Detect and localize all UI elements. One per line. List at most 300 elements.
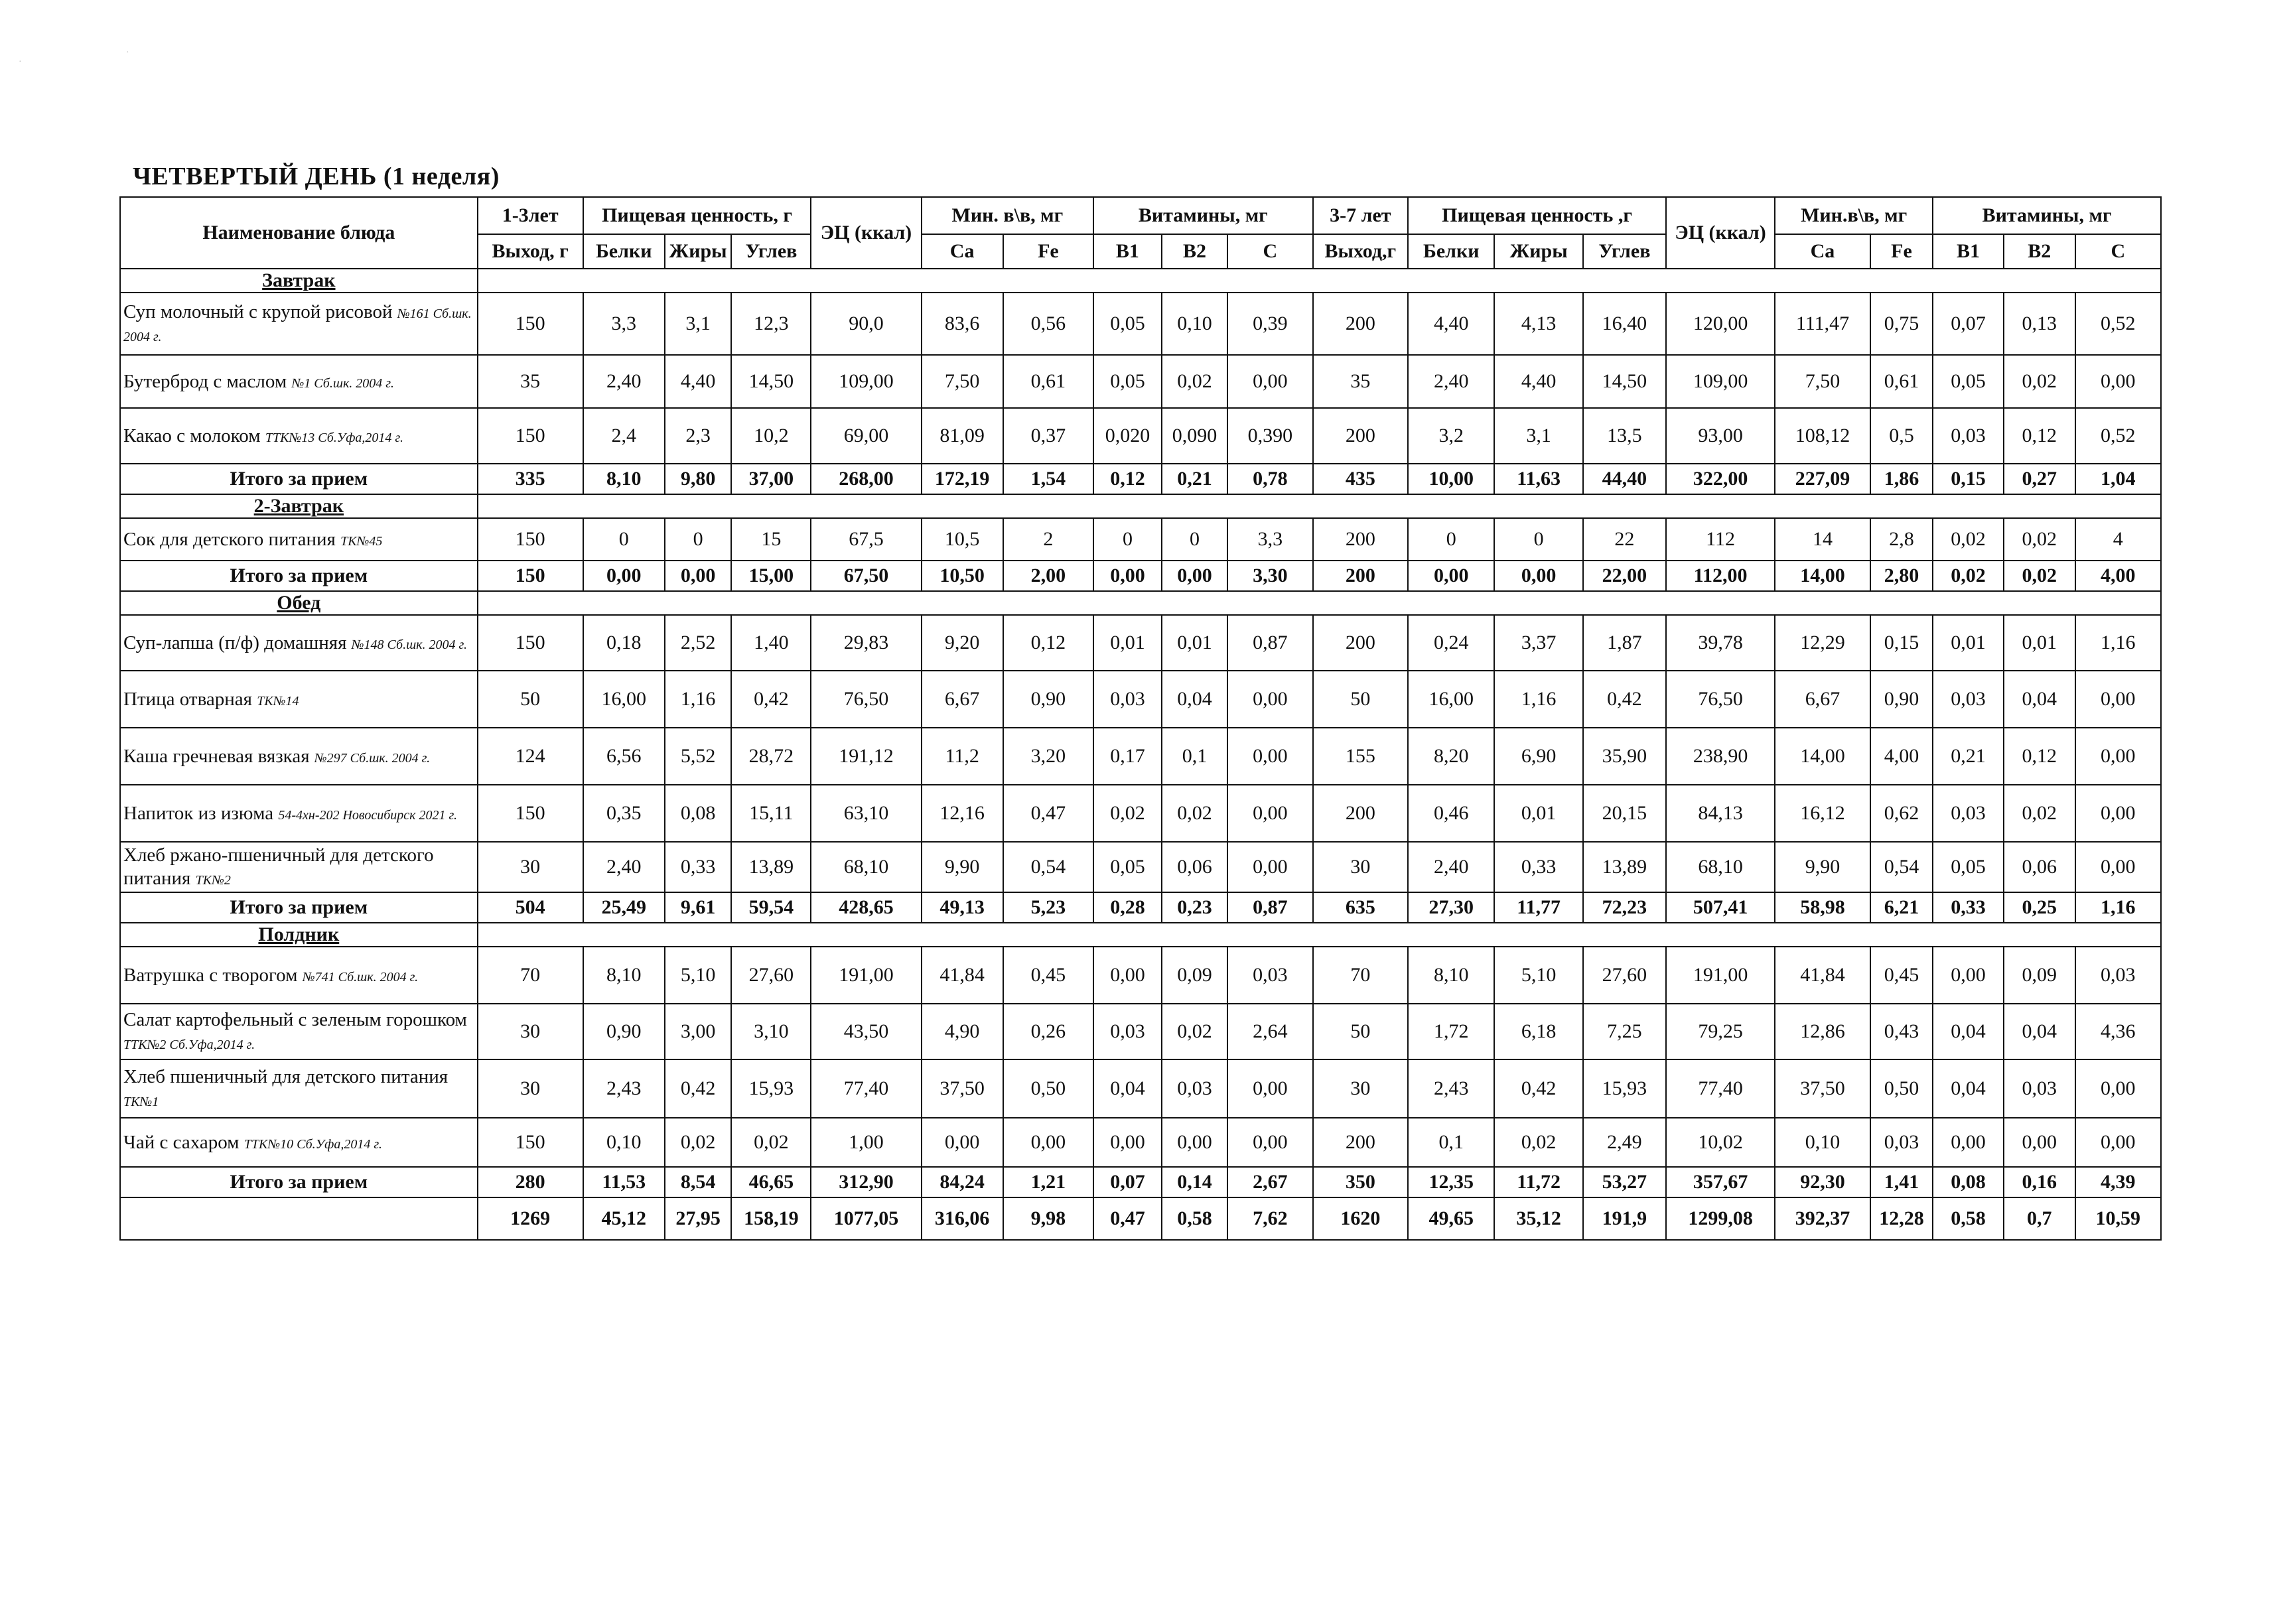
value-cell: 70 bbox=[1313, 947, 1409, 1004]
value-cell: 0,07 bbox=[1933, 293, 2004, 355]
dish-name: Чай с сахаром bbox=[123, 1131, 240, 1153]
total-value-cell: 2,67 bbox=[1227, 1167, 1312, 1197]
dish-name: Бутерброд с маслом bbox=[123, 370, 287, 392]
value-cell: 9,90 bbox=[1775, 842, 1870, 892]
dish-name: Салат картофельный с зеленым горошком bbox=[123, 1009, 467, 1031]
header-c-2: C bbox=[2075, 234, 2161, 269]
grand-total-value-cell: 392,37 bbox=[1775, 1197, 1870, 1240]
dish-name: Какао с молоком bbox=[123, 425, 261, 446]
value-cell: 15 bbox=[731, 518, 811, 561]
total-row bbox=[120, 561, 2161, 591]
value-cell: 0,03 bbox=[2075, 947, 2161, 1004]
header-minerals-1: Мин. в\в, мг bbox=[922, 197, 1094, 234]
value-cell: 3,3 bbox=[583, 293, 665, 355]
grand-total-value-cell: 1077,05 bbox=[811, 1197, 921, 1240]
dish-spacer bbox=[240, 1132, 244, 1153]
section-spacer bbox=[478, 269, 2161, 293]
value-cell: 1,16 bbox=[2075, 615, 2161, 671]
grand-total-value-cell: 12,28 bbox=[1870, 1197, 1933, 1240]
header-b2-2: B2 bbox=[2004, 234, 2075, 269]
value-cell: 0,08 bbox=[665, 785, 732, 842]
value-cell: 30 bbox=[1313, 842, 1409, 892]
value-cell: 150 bbox=[478, 785, 583, 842]
dish-name-cell bbox=[120, 293, 478, 355]
grand-total-value-cell: 45,12 bbox=[583, 1197, 665, 1240]
value-cell: 13,5 bbox=[1583, 408, 1666, 464]
value-cell: 0,01 bbox=[1162, 615, 1228, 671]
value-cell: 2,52 bbox=[665, 615, 732, 671]
value-cell: 0,03 bbox=[1933, 408, 2004, 464]
value-cell: 1,87 bbox=[1583, 615, 1666, 671]
total-value-cell: 1,21 bbox=[1003, 1167, 1093, 1197]
value-cell: 68,10 bbox=[811, 842, 921, 892]
value-cell: 150 bbox=[478, 408, 583, 464]
total-value-cell: 504 bbox=[478, 892, 583, 923]
grand-total-value-cell: 0,58 bbox=[1162, 1197, 1228, 1240]
header-ca-1: Ca bbox=[922, 234, 1003, 269]
header-ca-2: Ca bbox=[1775, 234, 1870, 269]
grand-total-value-cell: 191,9 bbox=[1583, 1197, 1666, 1240]
dish-name: Сок для детского питания bbox=[123, 528, 336, 550]
dish-name: Напиток из изюма bbox=[123, 802, 274, 824]
value-cell: 8,10 bbox=[583, 947, 665, 1004]
value-cell: 6,18 bbox=[1494, 1004, 1582, 1059]
dish-recipe-ref: №148 Сб.шк. 2004 г. bbox=[351, 637, 468, 652]
value-cell: 0,00 bbox=[1227, 355, 1312, 408]
total-value-cell: 0,12 bbox=[1093, 464, 1162, 494]
header-nutrition-2: Пищевая ценность ,г bbox=[1408, 197, 1666, 234]
value-cell: 0,02 bbox=[1093, 785, 1162, 842]
dish-name-cell bbox=[120, 947, 478, 1004]
value-cell: 1,16 bbox=[665, 671, 732, 728]
value-cell: 0,10 bbox=[1162, 293, 1228, 355]
value-cell: 0,02 bbox=[1933, 518, 2004, 561]
value-cell: 0,05 bbox=[1933, 842, 2004, 892]
value-cell: 0,50 bbox=[1003, 1059, 1093, 1118]
header-fe-2: Fe bbox=[1870, 234, 1933, 269]
value-cell: 0,42 bbox=[731, 671, 811, 728]
value-cell: 0,61 bbox=[1003, 355, 1093, 408]
header-fat-2: Жиры bbox=[1494, 234, 1582, 269]
total-value-cell: 25,49 bbox=[583, 892, 665, 923]
grand-total-label bbox=[120, 1197, 478, 1240]
value-cell: 0,03 bbox=[1093, 671, 1162, 728]
section-label: Завтрак bbox=[120, 269, 478, 293]
total-value-cell: 84,24 bbox=[922, 1167, 1003, 1197]
dish-name-cell bbox=[120, 408, 478, 464]
value-cell: 200 bbox=[1313, 293, 1409, 355]
grand-total-value-cell: 35,12 bbox=[1494, 1197, 1582, 1240]
value-cell: 7,50 bbox=[922, 355, 1003, 408]
header-age-1-3: 1-3лет bbox=[478, 197, 583, 234]
value-cell: 0,00 bbox=[2075, 842, 2161, 892]
dish-name-cell bbox=[120, 728, 478, 785]
value-cell: 81,09 bbox=[922, 408, 1003, 464]
value-cell: 4,00 bbox=[1870, 728, 1933, 785]
value-cell: 0,5 bbox=[1870, 408, 1933, 464]
total-value-cell: 8,54 bbox=[665, 1167, 732, 1197]
value-cell: 0,00 bbox=[2075, 728, 2161, 785]
value-cell: 13,89 bbox=[1583, 842, 1666, 892]
value-cell: 90,0 bbox=[811, 293, 921, 355]
total-label: Итого за прием bbox=[120, 1167, 478, 1197]
value-cell: 35,90 bbox=[1583, 728, 1666, 785]
value-cell: 2,8 bbox=[1870, 518, 1933, 561]
dish-name-cell bbox=[120, 518, 478, 561]
header-fe-1: Fe bbox=[1003, 234, 1093, 269]
value-cell: 13,89 bbox=[731, 842, 811, 892]
value-cell: 0,47 bbox=[1003, 785, 1093, 842]
value-cell: 0,45 bbox=[1870, 947, 1933, 1004]
value-cell: 2,4 bbox=[583, 408, 665, 464]
total-value-cell: 6,21 bbox=[1870, 892, 1933, 923]
total-value-cell: 44,40 bbox=[1583, 464, 1666, 494]
total-label: Итого за прием bbox=[120, 561, 478, 591]
scan-speck: · bbox=[126, 48, 129, 58]
value-cell: 0,03 bbox=[1933, 785, 2004, 842]
value-cell: 0,04 bbox=[2004, 1004, 2075, 1059]
value-cell: 16,00 bbox=[1408, 671, 1494, 728]
dish-row bbox=[120, 293, 2161, 355]
value-cell: 0,56 bbox=[1003, 293, 1093, 355]
header-protein-2: Белки bbox=[1408, 234, 1494, 269]
value-cell: 0,03 bbox=[1870, 1118, 1933, 1167]
value-cell: 0,13 bbox=[2004, 293, 2075, 355]
value-cell: 63,10 bbox=[811, 785, 921, 842]
value-cell: 1,72 bbox=[1408, 1004, 1494, 1059]
total-value-cell: 227,09 bbox=[1775, 464, 1870, 494]
value-cell: 12,86 bbox=[1775, 1004, 1870, 1059]
value-cell: 7,25 bbox=[1583, 1004, 1666, 1059]
dish-row bbox=[120, 671, 2161, 728]
total-row bbox=[120, 892, 2161, 923]
section-row bbox=[120, 591, 2161, 615]
total-value-cell: 0,33 bbox=[1933, 892, 2004, 923]
value-cell: 0,390 bbox=[1227, 408, 1312, 464]
dish-recipe-ref: ТК№1 bbox=[123, 1095, 159, 1109]
value-cell: 0,02 bbox=[2004, 355, 2075, 408]
dish-name-cell bbox=[120, 842, 478, 892]
value-cell: 15,93 bbox=[731, 1059, 811, 1118]
value-cell: 70 bbox=[478, 947, 583, 1004]
value-cell: 0,52 bbox=[2075, 408, 2161, 464]
total-value-cell: 0,28 bbox=[1093, 892, 1162, 923]
total-value-cell: 0,02 bbox=[1933, 561, 2004, 591]
total-value-cell: 10,50 bbox=[922, 561, 1003, 591]
value-cell: 0,02 bbox=[1162, 355, 1228, 408]
value-cell: 0,00 bbox=[1093, 1118, 1162, 1167]
value-cell: 0,12 bbox=[2004, 408, 2075, 464]
value-cell: 3,3 bbox=[1227, 518, 1312, 561]
dish-spacer bbox=[297, 965, 302, 986]
value-cell: 50 bbox=[478, 671, 583, 728]
value-cell: 3,00 bbox=[665, 1004, 732, 1059]
value-cell: 0,00 bbox=[922, 1118, 1003, 1167]
dish-row bbox=[120, 1118, 2161, 1167]
header-carbs-1: Углев bbox=[731, 234, 811, 269]
value-cell: 0,02 bbox=[731, 1118, 811, 1167]
total-value-cell: 0,21 bbox=[1162, 464, 1228, 494]
value-cell: 30 bbox=[1313, 1059, 1409, 1118]
value-cell: 150 bbox=[478, 615, 583, 671]
grand-total-value-cell: 49,65 bbox=[1408, 1197, 1494, 1240]
section-spacer bbox=[478, 591, 2161, 615]
value-cell: 14,50 bbox=[1583, 355, 1666, 408]
value-cell: 77,40 bbox=[1666, 1059, 1775, 1118]
value-cell: 108,12 bbox=[1775, 408, 1870, 464]
value-cell: 2,3 bbox=[665, 408, 732, 464]
value-cell: 41,84 bbox=[1775, 947, 1870, 1004]
dish-name: Хлеб ржано-пшеничный для детского питания bbox=[123, 845, 434, 889]
value-cell: 0,39 bbox=[1227, 293, 1312, 355]
value-cell: 22 bbox=[1583, 518, 1666, 561]
value-cell: 84,13 bbox=[1666, 785, 1775, 842]
total-value-cell: 200 bbox=[1313, 561, 1409, 591]
value-cell: 0,00 bbox=[2075, 1118, 2161, 1167]
total-value-cell: 67,50 bbox=[811, 561, 921, 591]
value-cell: 112 bbox=[1666, 518, 1775, 561]
dish-name-cell bbox=[120, 1004, 478, 1059]
value-cell: 1,16 bbox=[1494, 671, 1582, 728]
header-c-1: C bbox=[1227, 234, 1312, 269]
value-cell: 68,10 bbox=[1666, 842, 1775, 892]
total-value-cell: 4,39 bbox=[2075, 1167, 2161, 1197]
value-cell: 200 bbox=[1313, 1118, 1409, 1167]
value-cell: 0,06 bbox=[2004, 842, 2075, 892]
grand-total-row bbox=[120, 1197, 2161, 1240]
value-cell: 0,01 bbox=[1093, 615, 1162, 671]
value-cell: 0,00 bbox=[2075, 671, 2161, 728]
grand-total-value-cell: 0,58 bbox=[1933, 1197, 2004, 1240]
dish-row bbox=[120, 1004, 2161, 1059]
section-label: Полдник bbox=[120, 923, 478, 947]
dish-spacer bbox=[392, 301, 397, 322]
dish-spacer bbox=[310, 746, 314, 767]
total-value-cell: 11,77 bbox=[1494, 892, 1582, 923]
value-cell: 155 bbox=[1313, 728, 1409, 785]
value-cell: 0,06 bbox=[1162, 842, 1228, 892]
value-cell: 3,2 bbox=[1408, 408, 1494, 464]
value-cell: 10,02 bbox=[1666, 1118, 1775, 1167]
total-value-cell: 335 bbox=[478, 464, 583, 494]
total-value-cell: 268,00 bbox=[811, 464, 921, 494]
dish-recipe-ref: №1 Сб.шк. 2004 г. bbox=[291, 375, 394, 391]
value-cell: 35 bbox=[1313, 355, 1409, 408]
total-value-cell: 1,54 bbox=[1003, 464, 1093, 494]
dish-recipe-ref: 54-4хн-202 Новосибирск 2021 г. bbox=[278, 807, 458, 823]
dish-recipe-ref: ТТК№10 Сб.Уфа,2014 г. bbox=[243, 1136, 382, 1152]
value-cell: 191,00 bbox=[1666, 947, 1775, 1004]
value-cell: 93,00 bbox=[1666, 408, 1775, 464]
value-cell: 3,1 bbox=[665, 293, 732, 355]
value-cell: 0,33 bbox=[665, 842, 732, 892]
value-cell: 4,40 bbox=[1408, 293, 1494, 355]
dish-name: Суп-лапша (п/ф) домашняя bbox=[123, 632, 347, 653]
section-row bbox=[120, 494, 2161, 518]
value-cell: 20,15 bbox=[1583, 785, 1666, 842]
value-cell: 12,3 bbox=[731, 293, 811, 355]
grand-total-value-cell: 7,62 bbox=[1227, 1197, 1312, 1240]
value-cell: 14 bbox=[1775, 518, 1870, 561]
value-cell: 0,09 bbox=[2004, 947, 2075, 1004]
section-spacer bbox=[478, 494, 2161, 518]
header-carbs-2: Углев bbox=[1583, 234, 1666, 269]
dish-name: Каша гречневая вязкая bbox=[123, 745, 310, 767]
total-value-cell: 357,67 bbox=[1666, 1167, 1775, 1197]
value-cell: 2,64 bbox=[1227, 1004, 1312, 1059]
total-value-cell: 0,07 bbox=[1093, 1167, 1162, 1197]
value-cell: 4,40 bbox=[1494, 355, 1582, 408]
total-value-cell: 0,87 bbox=[1227, 892, 1312, 923]
value-cell: 0,75 bbox=[1870, 293, 1933, 355]
value-cell: 29,83 bbox=[811, 615, 921, 671]
value-cell: 0,18 bbox=[583, 615, 665, 671]
dish-spacer bbox=[346, 632, 351, 653]
grand-total-value-cell: 27,95 bbox=[665, 1197, 732, 1240]
value-cell: 109,00 bbox=[1666, 355, 1775, 408]
total-value-cell: 435 bbox=[1313, 464, 1409, 494]
grand-total-value-cell: 10,59 bbox=[2075, 1197, 2161, 1240]
value-cell: 0 bbox=[665, 518, 732, 561]
value-cell: 37,50 bbox=[1775, 1059, 1870, 1118]
value-cell: 4,90 bbox=[922, 1004, 1003, 1059]
total-value-cell: 11,63 bbox=[1494, 464, 1582, 494]
value-cell: 0,12 bbox=[2004, 728, 2075, 785]
total-value-cell: 53,27 bbox=[1583, 1167, 1666, 1197]
value-cell: 28,72 bbox=[731, 728, 811, 785]
section-row bbox=[120, 923, 2161, 947]
total-value-cell: 15,00 bbox=[731, 561, 811, 591]
value-cell: 0,03 bbox=[1162, 1059, 1228, 1118]
dish-recipe-ref: ТТК№2 Сб.Уфа,2014 г. bbox=[123, 1038, 255, 1052]
grand-total-value-cell: 1269 bbox=[478, 1197, 583, 1240]
value-cell: 0,1 bbox=[1408, 1118, 1494, 1167]
dish-row bbox=[120, 408, 2161, 464]
value-cell: 0,61 bbox=[1870, 355, 1933, 408]
total-value-cell: 46,65 bbox=[731, 1167, 811, 1197]
value-cell: 0,15 bbox=[1870, 615, 1933, 671]
total-value-cell: 27,30 bbox=[1408, 892, 1494, 923]
total-value-cell: 0,08 bbox=[1933, 1167, 2004, 1197]
value-cell: 0,00 bbox=[1227, 671, 1312, 728]
value-cell: 0,05 bbox=[1093, 842, 1162, 892]
total-value-cell: 9,80 bbox=[665, 464, 732, 494]
value-cell: 200 bbox=[1313, 785, 1409, 842]
total-value-cell: 0,00 bbox=[1093, 561, 1162, 591]
value-cell: 0,020 bbox=[1093, 408, 1162, 464]
value-cell: 0,00 bbox=[1933, 947, 2004, 1004]
value-cell: 37,50 bbox=[922, 1059, 1003, 1118]
header-b1-1: B1 bbox=[1093, 234, 1162, 269]
total-value-cell: 1,86 bbox=[1870, 464, 1933, 494]
value-cell: 0,02 bbox=[1494, 1118, 1582, 1167]
dish-name: Птица отварная bbox=[123, 688, 252, 710]
header-energy-2: ЭЦ (ккал) bbox=[1666, 197, 1775, 269]
grand-total-value-cell: 316,06 bbox=[922, 1197, 1003, 1240]
dish-name-cell bbox=[120, 1059, 478, 1118]
value-cell: 0,43 bbox=[1870, 1004, 1933, 1059]
value-cell: 79,25 bbox=[1666, 1004, 1775, 1059]
value-cell: 3,20 bbox=[1003, 728, 1093, 785]
grand-total-value-cell: 0,7 bbox=[2004, 1197, 2075, 1240]
value-cell: 200 bbox=[1313, 408, 1409, 464]
value-cell: 0,00 bbox=[1227, 842, 1312, 892]
value-cell: 0,37 bbox=[1003, 408, 1093, 464]
grand-total-value-cell: 1299,08 bbox=[1666, 1197, 1775, 1240]
value-cell: 0,42 bbox=[1583, 671, 1666, 728]
dish-spacer bbox=[190, 868, 195, 889]
value-cell: 0,90 bbox=[1870, 671, 1933, 728]
value-cell: 15,11 bbox=[731, 785, 811, 842]
total-value-cell: 49,13 bbox=[922, 892, 1003, 923]
value-cell: 0,87 bbox=[1227, 615, 1312, 671]
value-cell: 0,17 bbox=[1093, 728, 1162, 785]
total-value-cell: 1,04 bbox=[2075, 464, 2161, 494]
value-cell: 30 bbox=[478, 1059, 583, 1118]
value-cell: 5,10 bbox=[1494, 947, 1582, 1004]
header-minerals-2: Мин.в\в, мг bbox=[1775, 197, 1933, 234]
value-cell: 0,00 bbox=[1227, 785, 1312, 842]
total-value-cell: 0,15 bbox=[1933, 464, 2004, 494]
total-value-cell: 0,00 bbox=[583, 561, 665, 591]
dish-row bbox=[120, 728, 2161, 785]
value-cell: 0,03 bbox=[1227, 947, 1312, 1004]
total-value-cell: 428,65 bbox=[811, 892, 921, 923]
total-value-cell: 112,00 bbox=[1666, 561, 1775, 591]
total-value-cell: 172,19 bbox=[922, 464, 1003, 494]
dish-row bbox=[120, 785, 2161, 842]
value-cell: 5,52 bbox=[665, 728, 732, 785]
value-cell: 0,00 bbox=[1003, 1118, 1093, 1167]
dish-recipe-ref: ТК№45 bbox=[340, 533, 383, 549]
value-cell: 120,00 bbox=[1666, 293, 1775, 355]
value-cell: 0,33 bbox=[1494, 842, 1582, 892]
value-cell: 12,29 bbox=[1775, 615, 1870, 671]
value-cell: 2,40 bbox=[1408, 355, 1494, 408]
total-value-cell: 0,00 bbox=[1408, 561, 1494, 591]
dish-name-cell bbox=[120, 355, 478, 408]
dish-recipe-ref: ТК№2 bbox=[195, 873, 231, 888]
total-label: Итого за прием bbox=[120, 892, 478, 923]
value-cell: 0,12 bbox=[1003, 615, 1093, 671]
total-value-cell: 92,30 bbox=[1775, 1167, 1870, 1197]
value-cell: 83,6 bbox=[922, 293, 1003, 355]
dish-row bbox=[120, 1059, 2161, 1118]
value-cell: 4,13 bbox=[1494, 293, 1582, 355]
header-dish-name: Наименование блюда bbox=[120, 197, 478, 269]
header-row-top bbox=[120, 197, 2161, 234]
value-cell: 0,10 bbox=[583, 1118, 665, 1167]
total-value-cell: 5,23 bbox=[1003, 892, 1093, 923]
total-value-cell: 1,16 bbox=[2075, 892, 2161, 923]
value-cell: 0,24 bbox=[1408, 615, 1494, 671]
value-cell: 50 bbox=[1313, 671, 1409, 728]
value-cell: 6,90 bbox=[1494, 728, 1582, 785]
value-cell: 0,01 bbox=[1494, 785, 1582, 842]
value-cell: 0,00 bbox=[1227, 1118, 1312, 1167]
value-cell: 0,00 bbox=[1093, 947, 1162, 1004]
value-cell: 0,54 bbox=[1870, 842, 1933, 892]
total-value-cell: 635 bbox=[1313, 892, 1409, 923]
value-cell: 124 bbox=[478, 728, 583, 785]
value-cell: 0,01 bbox=[2004, 615, 2075, 671]
total-value-cell: 0,16 bbox=[2004, 1167, 2075, 1197]
header-protein-1: Белки bbox=[583, 234, 665, 269]
value-cell: 6,67 bbox=[922, 671, 1003, 728]
total-value-cell: 4,00 bbox=[2075, 561, 2161, 591]
value-cell: 0,04 bbox=[1933, 1004, 2004, 1059]
value-cell: 0,00 bbox=[2004, 1118, 2075, 1167]
